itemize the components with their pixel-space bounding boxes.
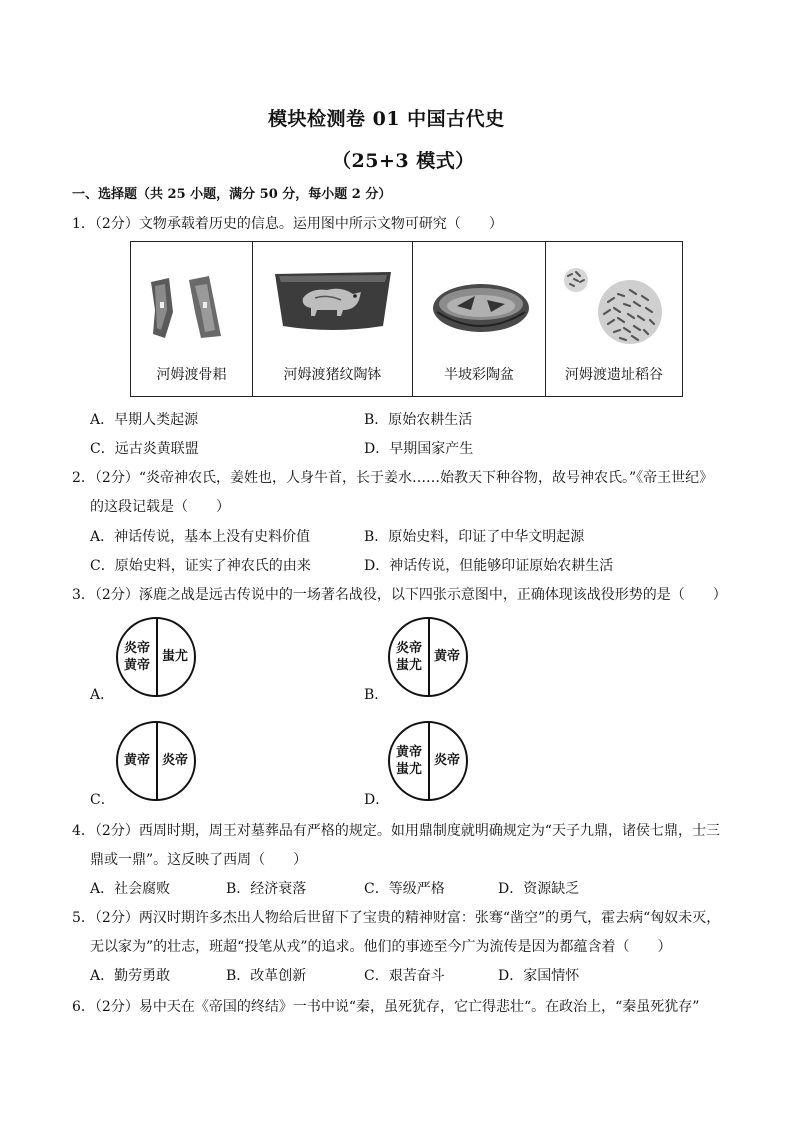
q4-option-c[interactable]: C．等级严格 bbox=[364, 881, 445, 897]
question-2-stem-line-1: 2．（2分）“炎帝神农氏，姜姓也，人身牛首，长于姜水……始教天下种谷物，故号神农氏。”《帝王世纪》 bbox=[72, 470, 714, 486]
diagram-a-left-bottom: 黄帝 bbox=[123, 658, 150, 673]
diagram-b-right: 黄帝 bbox=[433, 649, 460, 664]
q1-option-b[interactable]: B．原始农耕生活 bbox=[364, 412, 473, 428]
question-4-stem-line-2: 鼎或一鼎”。这反映了西周（ ） bbox=[90, 852, 308, 868]
q4-option-d[interactable]: D．资源缺乏 bbox=[498, 881, 580, 897]
question-3-stem: 3．（2分）涿鹿之战是远古传说中的一场著名战役，以下四张示意图中，正确体现该战役形势的是（ ） bbox=[72, 587, 727, 603]
battle-diagram-d bbox=[388, 721, 468, 801]
question-6-stem-line-1: 6．（2分）易中天在《帝国的终结》一书中说“秦，虽死犹存，它亡得悲壮“。在政治上，“秦虽死犹存” bbox=[72, 999, 700, 1015]
question-4-stem-line-1: 4．（2分）西周时期，周王对墓葬品有严格的规定。如用鼎制度就明确规定为“天子九鼎，诸侯七鼎，士三 bbox=[72, 823, 720, 839]
pig-pattern-pottery-image bbox=[271, 268, 395, 334]
q5-option-c[interactable]: C．艰苦奋斗 bbox=[364, 968, 445, 984]
section-heading: 一、选择题（共 25 小题，满分 50 分，每小题 2 分） bbox=[72, 187, 392, 202]
battle-diagram-b bbox=[388, 617, 468, 697]
q3-option-b[interactable]: B． bbox=[364, 687, 389, 703]
q1-option-c[interactable]: C．远古炎黄联盟 bbox=[90, 441, 199, 457]
question-2-stem-line-2: 的这段记载是（ ） bbox=[90, 499, 230, 515]
page-subtitle: （25+3 模式） bbox=[332, 150, 475, 172]
q3-option-d[interactable]: D． bbox=[364, 792, 390, 808]
diagram-c-left: 黄帝 bbox=[123, 753, 150, 768]
q4-option-b[interactable]: B．经济衰落 bbox=[226, 881, 307, 897]
diagram-c-right: 炎帝 bbox=[161, 753, 188, 768]
q3-option-c[interactable]: C． bbox=[90, 792, 115, 808]
q2-option-b[interactable]: B．原始史料，印证了中华文明起源 bbox=[364, 529, 585, 545]
q5-option-a[interactable]: A．勤劳勇敢 bbox=[90, 968, 171, 984]
artifact-image-table bbox=[130, 241, 683, 397]
diagram-a-right: 蚩尤 bbox=[161, 649, 188, 664]
artifact-caption-4: 河姆渡遗址稻谷 bbox=[565, 367, 663, 383]
diagram-a-left-top: 炎帝 bbox=[123, 641, 150, 656]
diagram-d-left-top: 黄帝 bbox=[395, 745, 422, 760]
page-title: 模块检测卷 01 中国古代史 bbox=[268, 108, 505, 130]
q5-option-d[interactable]: D．家国情怀 bbox=[498, 968, 580, 984]
artifact-caption-1: 河姆渡骨耜 bbox=[156, 367, 227, 383]
diagram-d-right: 炎帝 bbox=[433, 753, 460, 768]
diagram-b-left-top: 炎帝 bbox=[395, 641, 422, 656]
question-1-stem: 1．（2分）文物承载着历史的信息。运用图中所示文物可研究（ ） bbox=[72, 216, 503, 232]
diagram-b-left-bottom: 蚩尤 bbox=[395, 658, 422, 673]
question-5-stem-line-2: 无以家为”的壮志，班超“投笔从戎”的追求。他们的事迹至今广为流传是因为都蕴含着（ ） bbox=[90, 939, 672, 955]
painted-pottery-basin-image bbox=[431, 282, 531, 338]
artifact-cell-1 bbox=[131, 242, 253, 397]
q4-option-a[interactable]: A．社会腐败 bbox=[90, 881, 171, 897]
q3-option-a[interactable]: A． bbox=[90, 687, 115, 703]
artifact-cell-3 bbox=[413, 242, 546, 397]
diagram-d-left-bottom: 蚩尤 bbox=[395, 762, 422, 777]
q1-option-a[interactable]: A．早期人类起源 bbox=[90, 412, 199, 428]
q2-option-d[interactable]: D．神话传说，但能够印证原始农耕生活 bbox=[364, 558, 614, 574]
battle-diagram-a bbox=[116, 617, 196, 697]
rice-grains-image bbox=[556, 266, 666, 346]
q2-option-a[interactable]: A．神话传说，基本上没有史料价值 bbox=[90, 529, 311, 545]
artifact-cell-4 bbox=[546, 242, 683, 397]
artifact-cell-2 bbox=[253, 242, 413, 397]
artifact-caption-3: 半坡彩陶盆 bbox=[444, 367, 514, 383]
battle-diagram-c bbox=[116, 721, 196, 801]
bone-spade-image bbox=[145, 272, 225, 342]
q2-option-c[interactable]: C．原始史料，证实了神农氏的由来 bbox=[90, 558, 311, 574]
artifact-caption-2: 河姆渡猪纹陶钵 bbox=[283, 367, 382, 383]
question-5-stem-line-1: 5．（2分）两汉时期许多杰出人物给后世留下了宝贵的精神财富：张骞“凿空”的勇气，霍去病“匈奴未灭， bbox=[72, 910, 721, 926]
q1-option-d[interactable]: D．早期国家产生 bbox=[364, 441, 474, 457]
q5-option-b[interactable]: B．改革创新 bbox=[226, 968, 307, 984]
